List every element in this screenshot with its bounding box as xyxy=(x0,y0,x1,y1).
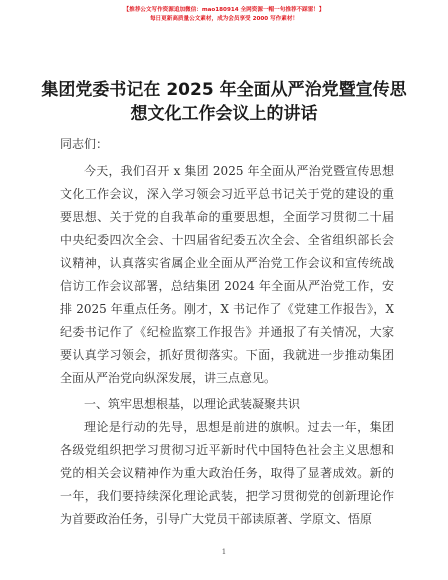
document-title: 集团党委书记在 2025 年全面从严治党暨宣传思想文化工作会议上的讲话 xyxy=(41,80,407,124)
document-body xyxy=(60,133,394,531)
section-heading: 一、筑牢思想根基，以理论武装凝聚共识 xyxy=(84,397,301,411)
promo-banner-line-1: 【推荐公文写作资源追加微信：mao180914 全网资源一帽一句推荐不踩雷！】 xyxy=(123,7,325,13)
section-paragraph: 理论是行动的先导，思想是前进的旗帜。过去一年，集团各级党组织把学习贯彻习近平新时代中国特色社会主义思想和党的相关会议精神作为重大政治任务，取得了显著成效。新的一年，我们要持续深化理论武装，把学习贯彻党的创新理论作为首要政治任务，引导广大党员干部读原著、学原文、悟原 xyxy=(60,420,394,526)
salutation: 同志们： xyxy=(60,137,109,151)
promo-banner xyxy=(0,6,448,24)
promo-banner-line-2: 每日更新高质量公文素材，成为会员享受 2000 写作素材！ xyxy=(149,16,299,22)
page-number: 1 xyxy=(221,548,227,556)
intro-paragraph: 今天，我们召开 x 集团 2025 年全面从严治党暨宣传思想文化工作会议，深入学习领会习近平总书记关于党的建设的重要思想、关于党的自我革命的重要思想，全面学习贯彻二十届中央纪委四次全会、十四届省纪委五次全会、全省组织部长会议精神，认真落实省属企业全面从严治党工作会议和宣传统战信访工作会议部署，总结集团 2024 年全面从严治党工作，安排 2025 年重点任务。刚才，X 书记作了《党建工作报告》，X 纪委书记作了《纪检监察工作报告》并通报了有关情况，大家要认真学习领会，抓好贯彻落实。下面，我就进一步推动集团全面从严治党向纵深发展，讲三点意见。 xyxy=(60,164,394,385)
